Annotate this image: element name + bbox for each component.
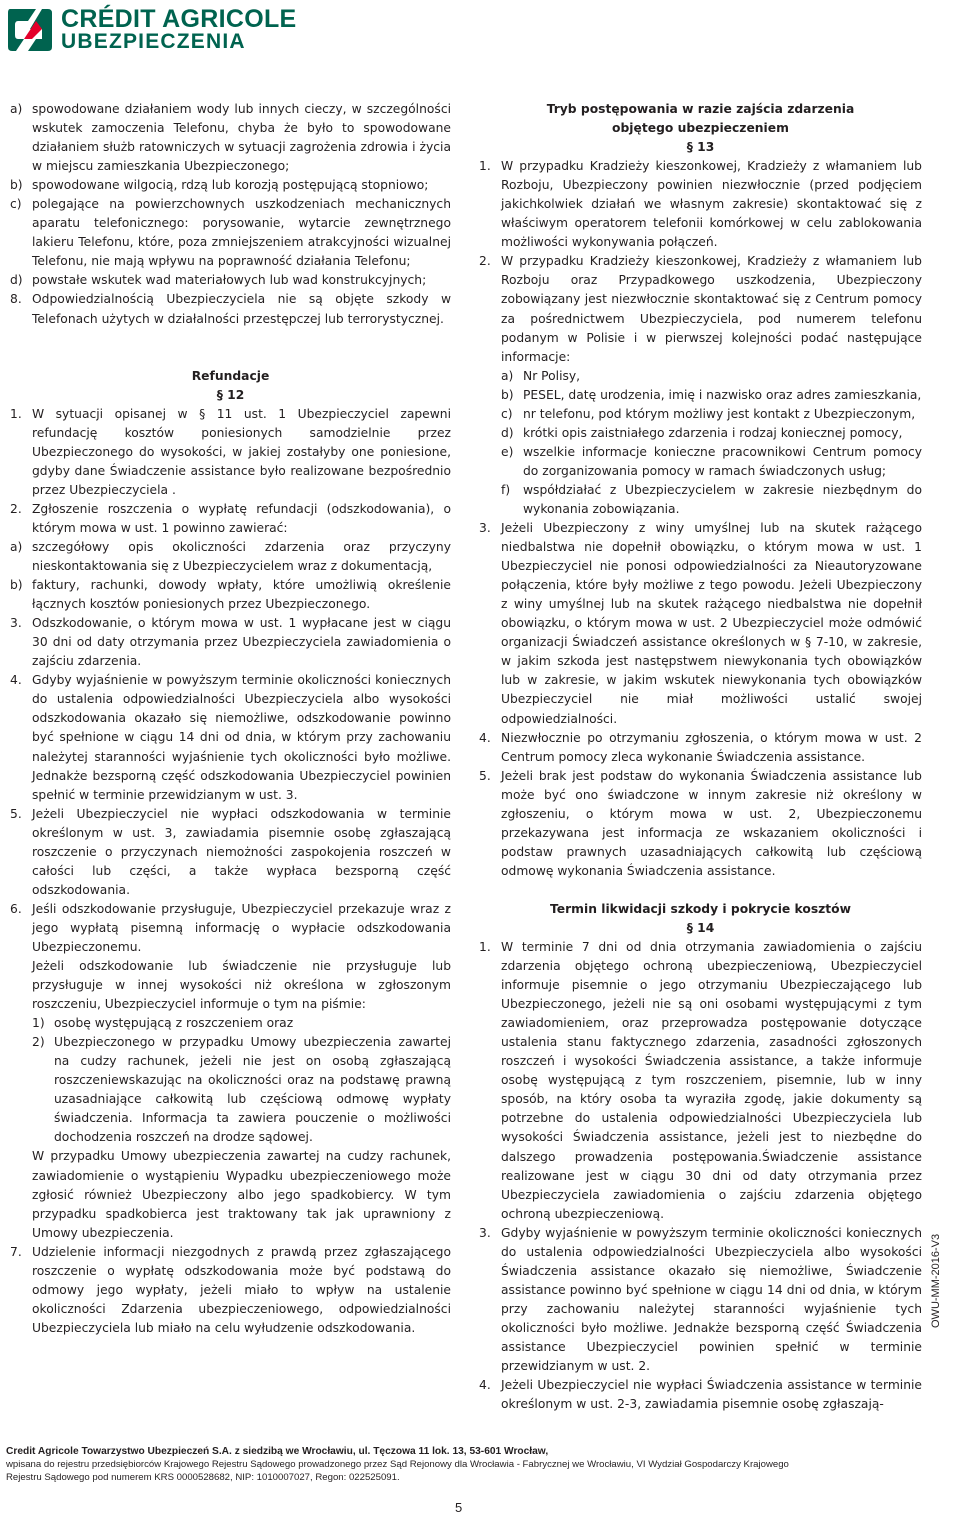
s12-item-6-continuation-2: W przypadku Umowy ubezpieczenia zawartej na cudzy rachunek, zawiadomienie o wystąpieniu Wypadku ubezpieczeniowego może zgłosić również Ubezpieczony albo jego spadkobiercy. W tym przypadku spadkobierca jest traktowany tak jak uprawniony z Umowy ubezpieczenia. — [32, 1149, 451, 1240]
s13-item-2a: a) Nr Polisy, — [501, 368, 581, 383]
s12-item-6: 6. Jeśli odszkodowanie przysługuje, Ubezpieczyciel przekazuje wraz z jego wypłatą pisemną informację o wypłacie odszkodowania Ubezpieczonemu. — [10, 901, 451, 954]
s12-item-7: 7. Udzielenie informacji niezgodnych z prawdą przez zgłaszającego roszczenie o wypłatę odszkodowania może być podstawą do odmowy jego wypłaty, jeżeli miało to wpływ na ustalenie okoliczności Zdarzenia ubezpieczeniowego, odpowiedzialności Ubezpieczyciela lub miało na celu wyłudzenie odszkodowania. — [10, 1244, 451, 1335]
exclusion-item-c: c) polegające na powierzchownych uszkodzeniach mechanicznych aparatu telefonicznego: porysowanie, wytarcie zewnętrznego lakieru Telefonu, które, poza zmniejszeniem atrakcyjności wizualnej Telefonu, nie mają wpływu na poprawność działania Telefonu; — [10, 197, 451, 269]
section-13-number: § 13 — [686, 140, 715, 155]
section-13-title: Tryb postępowania w razie zajścia zdarzenia objętego ubezpieczeniem — [546, 102, 855, 136]
s12-item-1: 1. W sytuacji opisanej w § 11 ust. 1 Ubezpieczyciel zapewni refundację kosztów poniesionych samodzielnie przez Ubezpieczonego do wysokości, w jakiej zostałyby one poniesione, gdyby dane Świadczenie assistance było realizowane bezpośrednio przez Ubezpieczyciela . — [10, 406, 451, 497]
s12-item-4: 4. Gdyby wyjaśnienie w powyższym terminie okoliczności koniecznych do ustalenia odpowiedzialności Ubezpieczyciela albo wysokości odszkodowania okazało się niemożliwe, odszkodowanie powinno być spełnione w ciągu 14 dni od dnia, w którym przy zachowaniu należytej staranności wyjaśnienie tych okoliczności było możliwe. Jednakże bezsporną część odszkodowania Ubezpieczyciel powinien spełnić w terminie przewidzianym w ust. 3. — [10, 673, 451, 802]
s13-item-2b: b) PESEL, datę urodzenia, imię i nazwisko oraz adres zamieszkania, — [501, 387, 922, 402]
section-12-number: § 12 — [216, 387, 245, 402]
paragraph-8: 8. Odpowiedzialnością Ubezpieczyciela nie są objęte szkody w Telefonach użytych w działalności przestępczej lub terrorystycznej. — [10, 292, 451, 326]
page-number: 5 — [455, 1500, 463, 1515]
footer-registry: wpisana do rejestru przedsiębiorców Krajowego Rejestru Sądowego prowadzonego przez Sąd Rejonowy dla Wrocławia - Fabrycznej we Wrocławiu, VI Wydział Gospodarczy Krajowego — [6, 1459, 789, 1470]
brand-logo — [6, 6, 297, 54]
brand-line2: UBEZPIECZENIA — [61, 30, 246, 53]
s12-item-2b: b) faktury, rachunki, dowody wpłaty, które umożliwią określenie łącznych kosztów poniesionych przez Ubezpieczonego. — [10, 578, 451, 612]
brand-name — [61, 7, 297, 53]
section-14-title: Termin likwidacji szkody i pokrycie kosztów — [550, 901, 851, 916]
exclusion-item-b: b) spowodowane wilgocią, rdzą lub korozją postępującą stopniowo; — [10, 178, 429, 193]
brand-line1: CRÉDIT AGRICOLE — [61, 5, 297, 33]
footer-company: Credit Agricole Towarzystwo Ubezpieczeń S.A. z siedzibą we Wrocławiu, ul. Tęczowa 11 lok. 13, 53-601 Wrocław, — [6, 1446, 549, 1457]
exclusion-item-d: d) powstałe wskutek wad materiałowych lub wad konstrukcyjnych; — [10, 273, 427, 288]
exclusion-item-a: a) spowodowane działaniem wody lub innych cieczy, w szczególności wskutek zamoczenia Telefonu, chyba że było to spowodowane działaniem służb ratowniczych w sytuacji zagrożenia zdrowia i życia w miejscu zamieszkania Ubezpieczonego; — [10, 102, 451, 174]
footer-krs: Rejestru Sądowego pod numerem KRS 0000528682, NIP: 1010007027, Regon: 022525091. — [6, 1472, 400, 1483]
s14-item-1: 1. W terminie 7 dni od dnia otrzymania zawiadomienia o zajściu zdarzenia objętego ochroną ubezpieczeniową, Ubezpieczyciel informuje pisemnie o jego otrzymaniu Ubezpieczającego lub Ubezpieczonego, jeżeli nie są oni osobami występującymi z tym zawiadomieniem, oraz przeprowadza postępowanie dotyczące ustalenia stanu faktycznego zdarzenia, zasadności zgłoszonych roszczeń i wysokości Świadczenia assistance, a także informuje osobę występującą z tym roszczeniem, pisemnie, lub w inny sposób, na który osoba ta wyraziła zgodę, jakie dokumenty są potrzebne do ustalenia odpowiedzialności Ubezpieczyciela lub wysokości Świadczenia assistance, jeżeli jest to niezbędne do dalszego prowadzenia postępowania.Świadczenie assistance realizowane jest w ciągu 30 dni od daty otrzymania przez Ubezpieczyciela zawiadomienia o zajściu zdarzenia objętego ochroną ubezpieczeniową. — [479, 940, 922, 1221]
s13-item-2c: c) nr telefonu, pod którym możliwy jest kontakt z Ubezpieczonym, — [501, 406, 916, 421]
s13-item-2d: d) krótki opis zaistniałego zdarzenia i rodzaj koniecznej pomocy, — [501, 425, 903, 440]
section-14-number: § 14 — [686, 920, 715, 935]
section-12-title: Refundacje — [191, 368, 270, 383]
credit-agricole-logo-icon — [6, 7, 54, 53]
s14-item-3: 3. Gdyby wyjaśnienie w powyższym terminie okoliczności koniecznych do ustalenia odpowiedzialności Ubezpieczyciela albo wysokości Świadczenia assistance okazało się niemożliwe, Świadczenie assistance powinno być spełnione w ciągu 14 dni od dnia, w którym przy zachowaniu należytej staranności wyjaśnienie tych okoliczności było możliwe. Jednakże bezsporną część Świadczenia assistance Ubezpieczyciel powinien spełnić w terminie przewidzianym w ust. 2. — [479, 1225, 922, 1374]
s14-item-4: 4. Jeżeli Ubezpieczyciel nie wypłaci Świadczenia assistance w terminie określonym w ust. 2-3, zawiadamia pisemnie osobę zgłaszają- — [479, 1378, 922, 1412]
s12-item-3: 3. Odszkodowanie, o którym mowa w ust. 1 wypłacane jest w ciągu 30 dni od daty otrzymania przez Ubezpieczyciela zawiadomienia o zajściu zdarzenia. — [10, 616, 451, 669]
right-column — [479, 100, 922, 1414]
s13-item-3: 3. Jeżeli Ubezpieczony z winy umyślnej lub na skutek rażącego niedbalstwa nie dopełnił obowiązku, o którym mowa w ust. 1 Ubezpieczyciel nie ponosi odpowiedzialności za Nieautoryzowane połączenia, które były możliwe z tego powodu. Jeżeli Ubezpieczony z winy umyślnej lub na skutek rażącego niedbalstwa nie dopełnił obowiązku, o którym mowa w ust. 2 Ubezpieczyciel może odmówić organizacji Świadczeń assistance określonych w § 7-10, w zakresie, w jakim szkoda jest następstwem niewykonania tych obowiązków lub w zakresie, w jakim wskutek niewykonania tych obowiązków Ubezpieczyciel nie miał możliwości ustalić swojej odpowiedzialności. — [479, 521, 922, 726]
s12-item-6-continuation: Jeżeli odszkodowanie lub świadczenie nie przysługuje lub przysługuje w innej wysokości niż określona w zgłoszonym roszczeniu, Ubezpieczyciel informuje o tym na piśmie: — [32, 959, 451, 1012]
s13-item-2e: e) wszelkie informacje konieczne pracownikowi Centrum pomocy do zorganizowania pomocy w ramach świadczonych usług; — [501, 444, 922, 478]
s13-item-5: 5. Jeżeli brak jest podstaw do wykonania Świadczenia assistance lub może być ono świadczone w innym zakresie niż określony w zgłoszeniu, o którym mowa w ust. 2, Ubezpieczonemu przekazywana jest informacja ze wskazaniem okoliczności i podstaw prawnych uzasadniających całkowitą lub częściową odmowę wykonania Świadczenia assistance. — [479, 768, 922, 878]
s12-item-6-sub-2: 2) Ubezpieczonego w przypadku Umowy ubezpieczenia zawartej na cudzy rachunek, jeżeli nie jest on osobą zgłaszającą roszczeniewskazując na okoliczności oraz na podstawę prawną uzasadniające całkowitą lub częściową odmowę wypłaty świadczenia. Informacja ta zawiera pouczenie o możliwości dochodzenia roszczeń na drodze sądowej. — [32, 1035, 451, 1145]
s13-item-4: 4. Niezwłocznie po otrzymaniu zgłoszenia, o którym mowa w ust. 2 Centrum pomocy zleca wykonanie Świadczenia assistance. — [479, 730, 922, 764]
s13-item-1: 1. W przypadku Kradzieży kieszonkowej, Kradzieży z włamaniem lub Rozboju, Ubezpieczony powinien niezwłocznie (przed podjęciem jakichkolwiek działań we własnym zakresie) skontaktować się z właściwym operatorem telefonii komórkowej w celu zablokowania możliwości wykonywania połączeń. — [479, 159, 922, 250]
s12-item-5: 5. Jeżeli Ubezpieczyciel nie wypłaci odszkodowania w terminie określonym w ust. 3, zawiadamia pisemnie osobę zgłaszającą roszczenie o przyczynach niemożności zaspokojenia roszczeń w całości lub części, a także wypłaca bezsporną część odszkodowania. — [10, 806, 451, 897]
s12-item-2a: a) szczegółowy opis okoliczności zdarzenia oraz przyczyny nieskontaktowania się z Ubezpieczycielem wraz z dokumentacją, — [10, 539, 451, 574]
s12-item-2: 2. Zgłoszenie roszczenia o wypłatę refundacji (odszkodowania), o którym mowa w ust. 1 powinno zawierać: — [10, 501, 451, 535]
s13-item-2: 2. W przypadku Kradzieży kieszonkowej, Kradzieży z włamaniem lub Rozboju oraz Przypadkowego uszkodzenia, Ubezpieczony zobowiązany jest niezwłocznie skontaktować się z Centrum pomocy za pośrednictwem Ubezpieczyciela, pod numerem telefonu podanym w Polisie i w pierwszej kolejności podać następujące informacje: — [479, 254, 922, 364]
document-code-text: OWU-MM-2016-V3 — [930, 1233, 942, 1328]
s12-item-6-sub-1: 1) osobę występującą z roszczeniem oraz — [32, 1016, 294, 1031]
footer — [6, 1445, 926, 1484]
left-column — [10, 100, 451, 1338]
s13-item-2f: f) współdziałać z Ubezpieczycielem w zakresie niezbędnym do wykonania zobowiązania. — [501, 482, 922, 516]
